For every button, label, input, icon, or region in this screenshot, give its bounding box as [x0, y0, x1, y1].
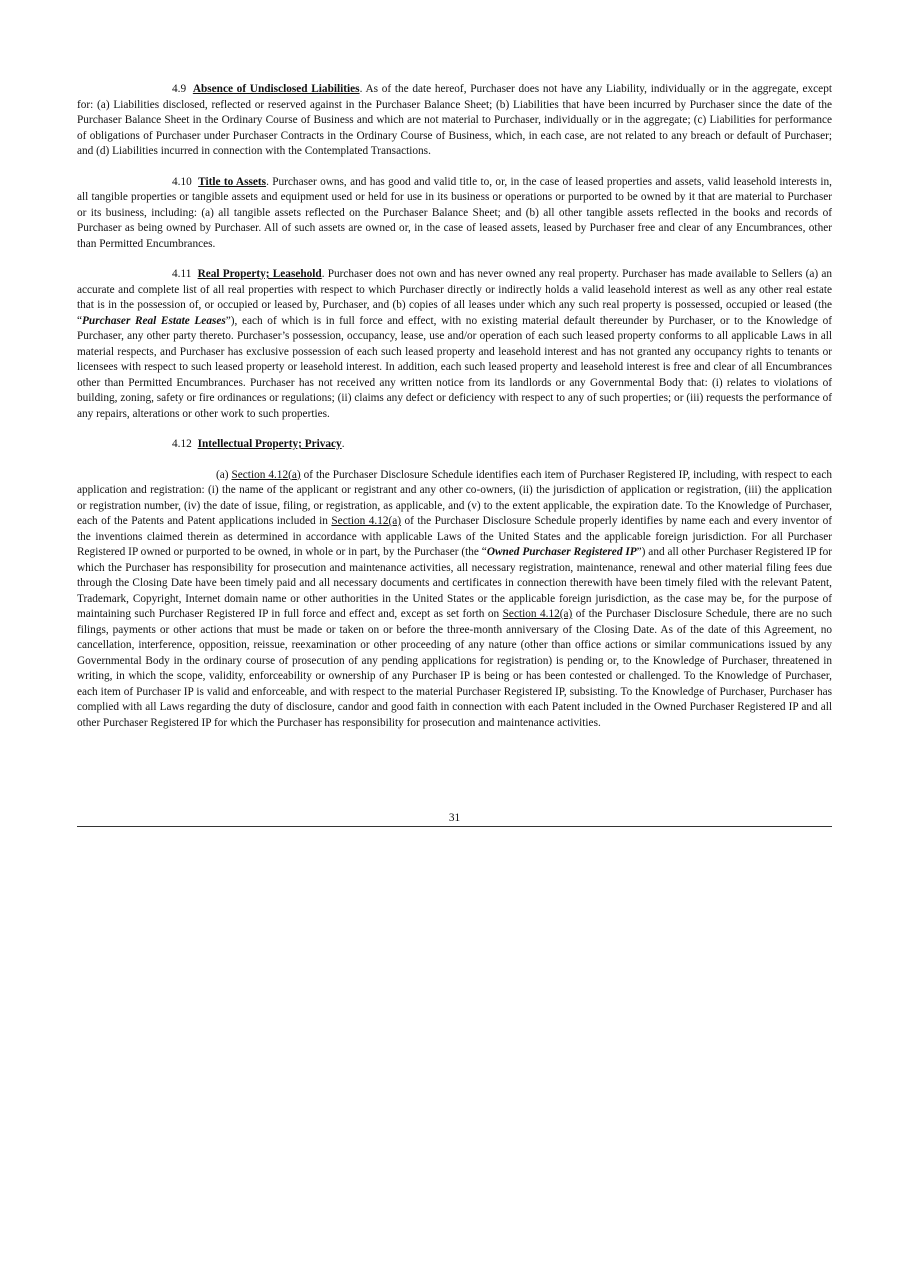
- section-body: of the Purchaser Disclosure Schedule, there are no such filings, payments or other actions that must be made or taken on or before the three-month anniversary of the Closing Date. As of the date of this Agreement, no cancellation, interference, opposition, reissue, reexamination or other proceeding of any nature (other than office actions or similar communications issued by any Governmental Body in the ordinary course of prosecution of any pending applications for registration) is pending or, to the Knowledge of Purchaser, threatened in writing, in which the scope, validity, enforceability or ownership of any Purchaser IP is being or has been contested or challenged. To the Knowledge of Purchaser, each item of Purchaser IP is valid and enforceable, and with respect to the material Purchaser Registered IP, subsisting. To the Knowledge of Purchaser, Purchaser has complied with all Laws regarding the duty of disclosure, candor and good faith in connection with each Patent included in the Owned Purchaser Registered IP and all other Purchaser Registered IP for which the Purchaser has responsibility for prosecution and maintenance activities.: [77, 608, 833, 729]
- section-4-9: [77, 82, 832, 160]
- section-body: of the Purchaser Disclosure Schedule properly identifies by name each and every inventor of the inventions claimed therein as determined in accordance with applicable Laws of the United States and the applicable foreign jurisdiction. For all Purchaser Registered IP owned or purported to be owned, in whole or in part, by the Purchaser (the “: [77, 515, 832, 558]
- section-4-12: [77, 437, 832, 453]
- section-4-11: [77, 267, 832, 422]
- section-number: 4.9: [172, 83, 187, 95]
- section-number: 4.11: [172, 268, 192, 280]
- section-body: . Purchaser owns, and has good and valid title to, or, in the case of leased properties and assets, valid leasehold interests in, all tangible properties or tangible assets and equipment used or held for use in its business or operations or purported to be owned by it that are material to Purchaser or its business, including: (a) all tangible assets reflected on the Purchaser Balance Sheet; and (b) all other tangible assets reflected in the books and records of Purchaser as being owned by Purchaser. All of such assets are owned or, in the case of leased assets, leased by Purchaser free and clear of any Encumbrances, other than Permitted Encumbrances.: [77, 175, 832, 250]
- defined-term: Purchaser Real Estate Leases: [82, 314, 226, 327]
- section-heading: Title to Assets: [198, 175, 267, 188]
- section-number: 4.10: [172, 175, 192, 188]
- section-body: . Purchaser does not own and has never owned any real property. Purchaser has made available to Sellers (a) an accurate and complete list of all real properties with respect to which Purchaser directly or indirectly holds a valid leasehold interest as well as any other real estate that is in the possession of, or occupied or leased by, Purchaser, and (b) copies of all leases under which any such real property is possessed, occupied or leased (the “: [77, 268, 832, 327]
- section-reference: Section 4.12(a): [331, 515, 402, 527]
- section-body: of the Purchaser Disclosure Schedule identifies each item of Purchaser Registered IP, including, with respect to each application and registration: (i) the name of the applicant or registrant and any other co-owners, (ii) the jurisdiction of application or registration, (iii) the application or registration number, (iv) the date of issue, filing, or registration, as applicable, and (v) to the extent applicable, the expiration date. To the Knowledge of Purchaser, each of the Patents and Patent applications included in: [77, 468, 832, 527]
- section-4-12-a: [77, 468, 832, 732]
- page-number: 31: [448, 812, 461, 824]
- section-heading: Intellectual Property; Privacy: [197, 438, 342, 450]
- section-heading: Real Property; Leasehold: [197, 268, 322, 280]
- defined-term: Owned Purchaser Registered IP: [486, 546, 637, 558]
- section-4-10: [77, 175, 832, 253]
- section-body: ”) and all other Purchaser Registered IP for which the Purchaser has responsibility for prosecution and maintenance activities, all necessary registration, maintenance, renewal and other material filing fees due through the Closing Date have been timely paid and all necessary documents and certificates in connection therewith have been timely filed with the relevant Patent, Trademark, Copyright, Internet domain name or other authorities in the United States or the applicable foreign jurisdiction, as the case may be, for the purpose of maintaining such Purchaser Registered IP in full force and effect and, except as set forth on: [77, 546, 833, 620]
- section-body: . As of the date hereof, Purchaser does not have any Liability, individually or in the aggregate, except for: (a) Liabilities disclosed, reflected or reserved against in the Purchaser Balance Sheet; (b) Liabilities that have been incurred by Purchaser since the date of the Purchaser Balance Sheet in the Ordinary Course of Business and which are not material to Purchaser, individually or in the aggregate; (c) Liabilities for performance of obligations of Purchaser under Purchaser Contracts in the Ordinary Course of Business, which, in each case, are not related to any breach or default of Purchaser; and (d) Liabilities incurred in connection with the Contemplated Transactions.: [77, 83, 832, 157]
- section-number: 4.12: [172, 438, 192, 450]
- section-reference: Section 4.12(a): [231, 468, 301, 481]
- footer-rule: [77, 826, 832, 827]
- section-body: ”), each of which is in full force and effect, with no existing material default thereunder by Purchaser, or to the Knowledge of Purchaser, any other party thereto. Purchaser’s possession, occupancy, lease, use and/or operation of each such leased property conforms to all applicable Laws in all material respects, and Purchaser has exclusive possession of each such leased property and leasehold interest and has not granted any occupancy rights to tenants or licensees with respect to such leased property or leasehold interest. In addition, each such leased property and leasehold interest is free and clear of all Encumbrances other than Permitted Encumbrances. Purchaser has not received any written notice from its landlords or any Governmental Body that: (i) relates to violations of building, zoning, safety or fire ordinances or regulations; (ii) claims any defect or deficiency with respect to any of such properties; or (iii) requests the performance of any repairs, alterations or other work to such properties.: [77, 314, 832, 420]
- section-heading: Absence of Undisclosed Liabilities: [192, 83, 360, 95]
- section-reference: Section 4.12(a): [502, 608, 573, 620]
- section-body: .: [341, 438, 345, 450]
- document-page: [77, 82, 832, 746]
- subsection-label: (a): [216, 468, 229, 481]
